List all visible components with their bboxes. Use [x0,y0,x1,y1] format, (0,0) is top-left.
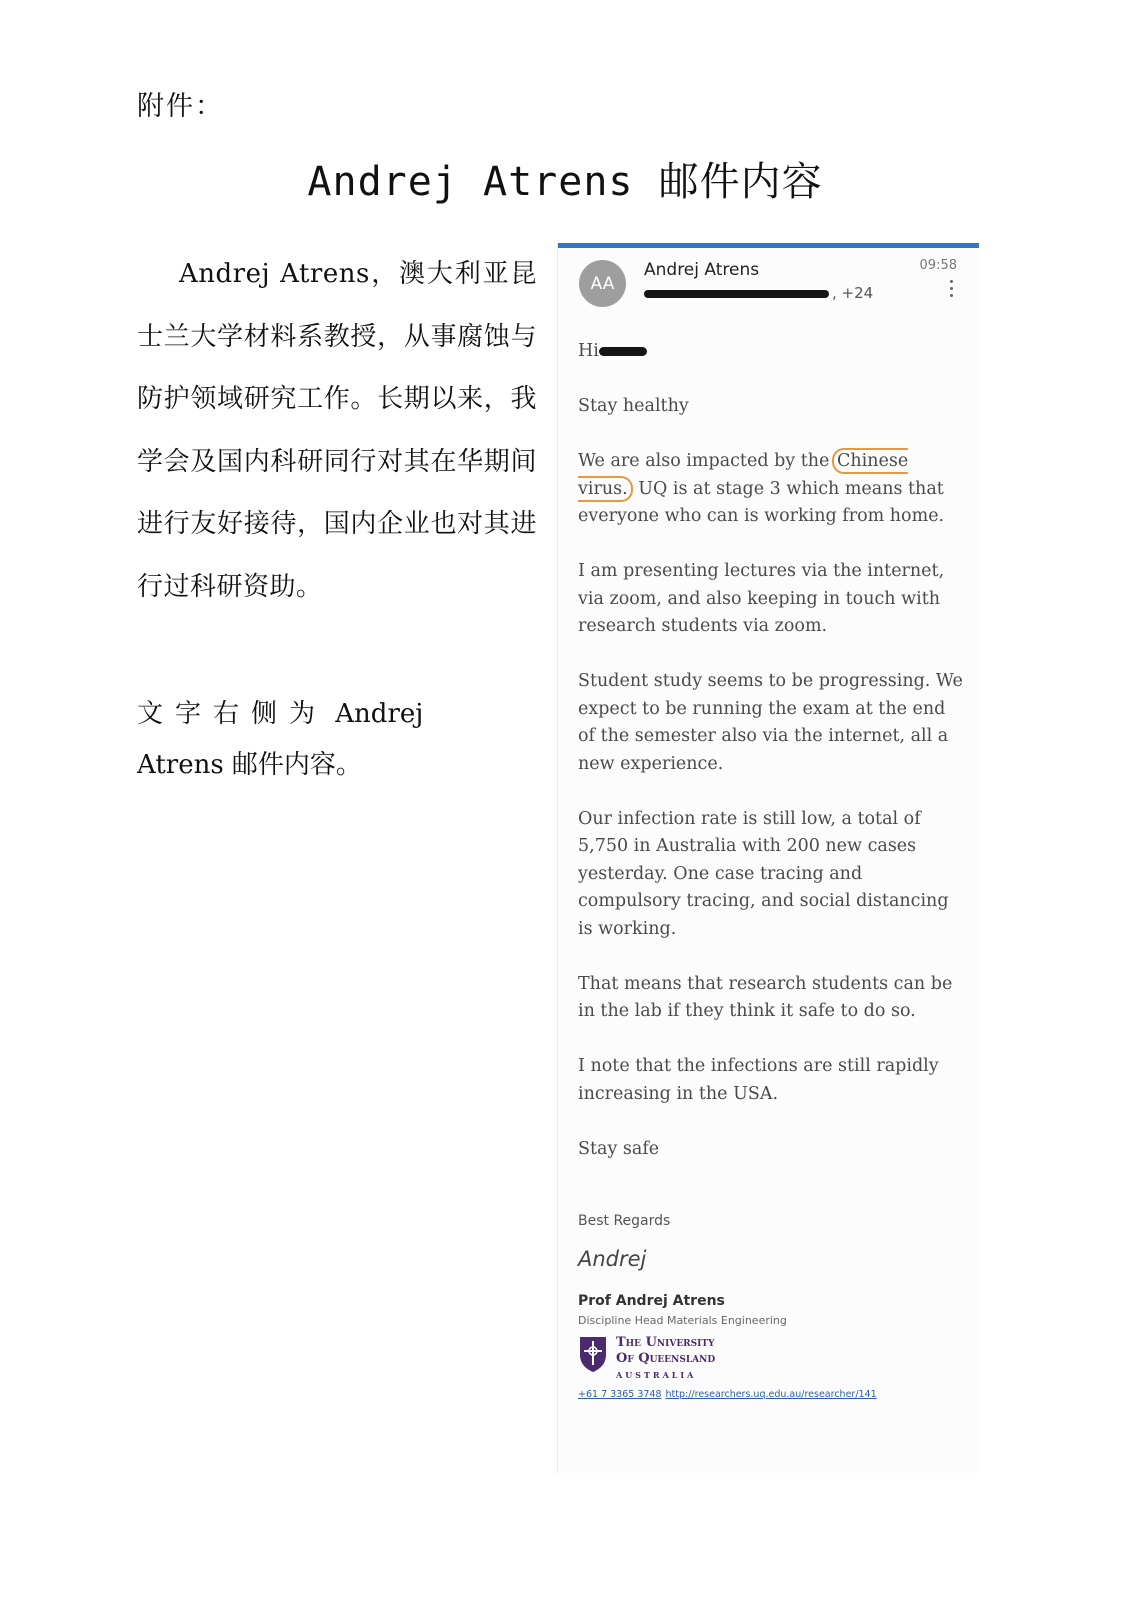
note-paragraph [137,689,467,791]
circled-phrase: Chinese virus. [578,448,908,502]
attachment-label: 附件： [137,91,224,122]
phone-link[interactable]: +61 7 3365 3748 [578,1389,662,1400]
paragraph-text: We are also impacted by the [578,451,830,471]
researcher-url-link[interactable]: http://researchers.uq.edu.au/researcher/141 [665,1389,877,1400]
university-name-line1: The University [616,1335,715,1350]
greeting-text: Hi [578,341,599,361]
email-paragraph: Student study seems to be progressing. We expect to be running the exam at the end of the semester also via the internet, all a new experience. [578,671,963,774]
email-paragraph: Stay healthy [578,396,689,416]
intro-text: Andrej Atrens，澳大利亚昆士兰大学材料系教授，从事腐蚀与防护领域研究工作。长期以来，我学会及国内科研同行对其在华期间进行友好接待，国内企业也对其进行过科研资助。 [137,259,537,602]
recipients [644,284,873,302]
signature-department: Discipline Head Materials Engineering [578,1314,787,1327]
email-screenshot [558,243,979,1473]
email-paragraph: I am presenting lectures via the internet, via zoom, and also keeping in touch with research students via zoom. [578,561,945,636]
signature-links [578,1389,968,1400]
university-name-line2: Of Queensland [616,1351,716,1366]
email-paragraph: Stay safe [578,1138,660,1159]
email-body [578,338,963,1191]
signature-name: Andrej [578,1247,647,1271]
sender-name: Andrej Atrens [644,260,760,280]
email-signature [578,1213,968,1400]
more-options-icon[interactable] [950,280,954,301]
signature-title: Prof Andrej Atrens [578,1293,725,1309]
paragraph-text: UQ is at stage 3 which means that everyone who can is working from home. [578,478,945,526]
redaction-mark [599,347,647,356]
university-logo [578,1335,968,1383]
intro-paragraph [137,243,537,618]
university-crest-icon [578,1335,608,1373]
email-paragraph [578,448,963,531]
greeting [578,338,963,366]
email-paragraph: I note that the infections are still rapidly increasing in the USA. [578,1056,939,1104]
recipients-count: , +24 [832,284,874,302]
page-title: Andrej Atrens 邮件内容 [307,159,823,205]
sender-avatar: AA [579,260,626,307]
note-text-spaced: 文字右侧为 [137,699,328,729]
note-text: Andrej Atrens 邮件内容。 [137,699,424,780]
email-paragraph: That means that research students can be in the lab if they think it safe to do so. [578,973,953,1021]
redaction-mark [644,290,829,298]
email-paragraph: Our infection rate is still low, a total of 5,750 in Australia with 200 new cases yesterday. One case tracing and compulsory tracing, and social distancing is working. [578,808,949,939]
regards: Best Regards [578,1213,671,1229]
email-time: 09:58 [919,258,957,273]
university-country: AUSTRALIA [616,1370,697,1380]
